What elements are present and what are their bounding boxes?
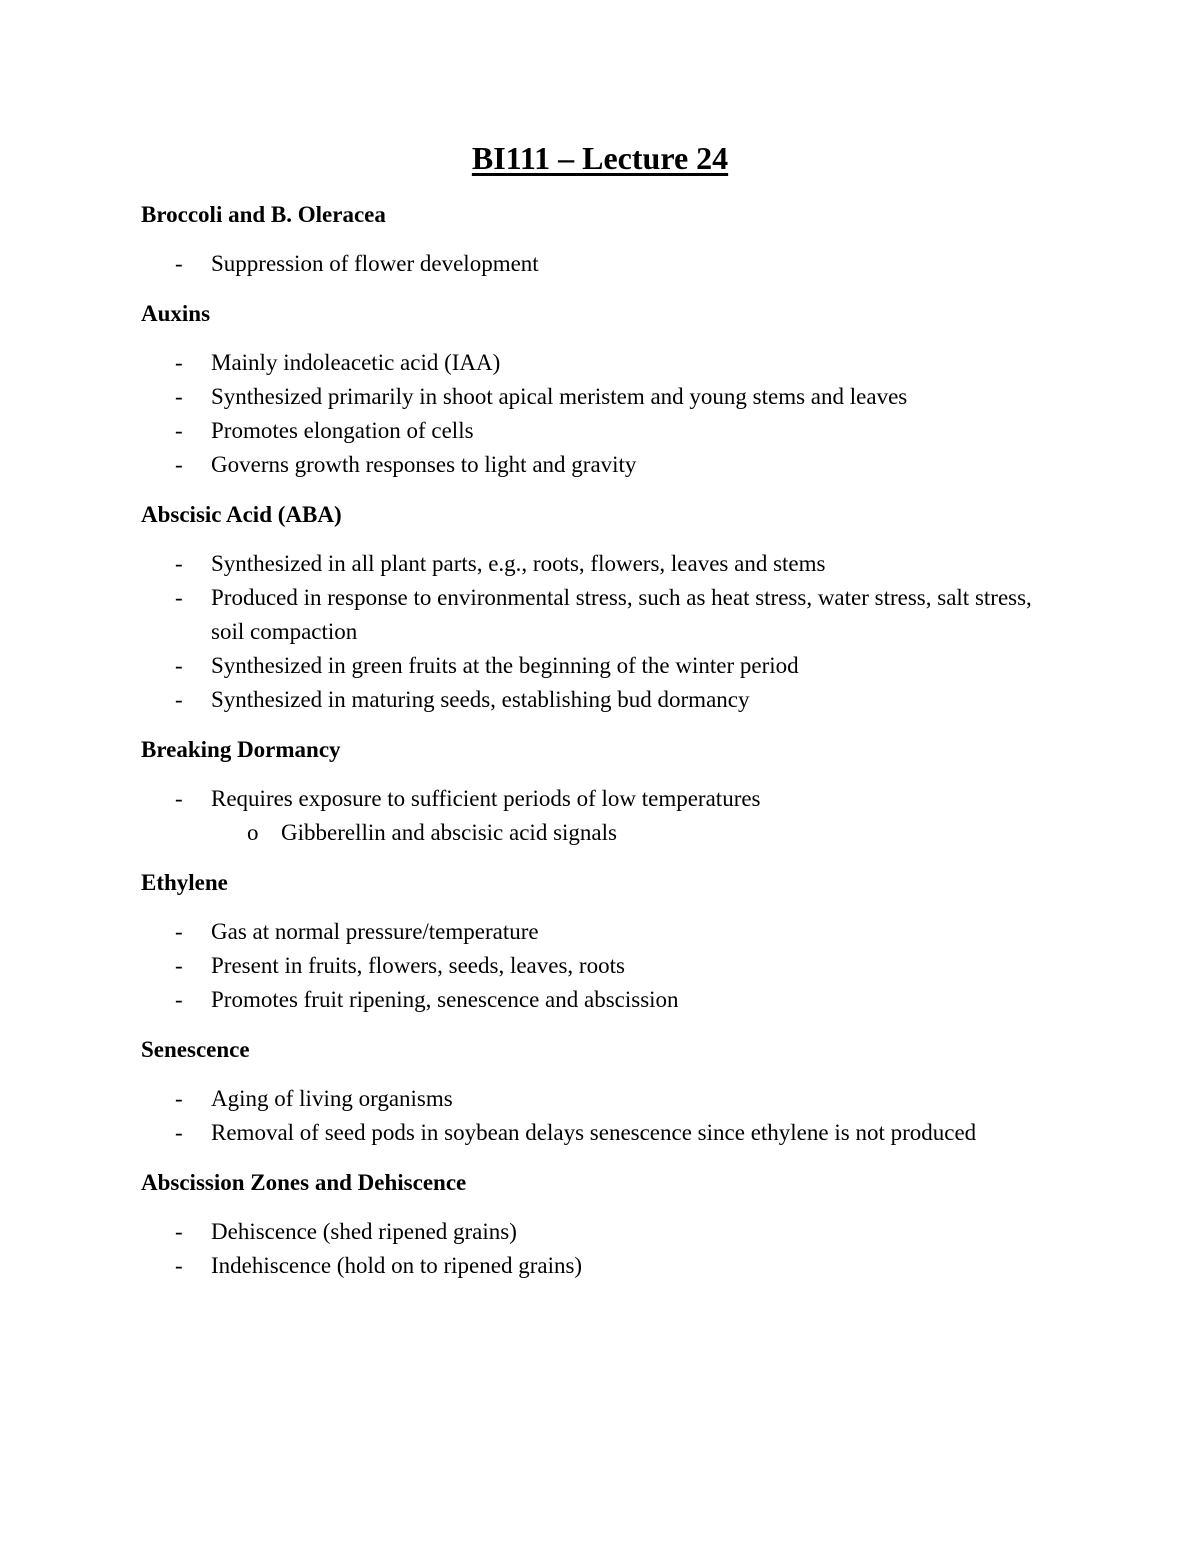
bullet-text: Gas at normal pressure/temperature bbox=[211, 919, 539, 944]
bullet-text: Synthesized in maturing seeds, establishing bud dormancy bbox=[211, 687, 750, 712]
dash-bullet-icon: - bbox=[175, 585, 183, 610]
bullet-text: Dehiscence (shed ripened grains) bbox=[211, 1219, 517, 1244]
dash-bullet-icon: - bbox=[175, 551, 183, 576]
bullet-text: Promotes elongation of cells bbox=[211, 418, 474, 443]
section-heading: Broccoli and B. Oleracea bbox=[141, 202, 386, 227]
dash-bullet-icon: - bbox=[175, 350, 183, 375]
bullet-list bbox=[141, 782, 1061, 850]
document-title: BI111 – Lecture 24 bbox=[471, 140, 729, 176]
dash-bullet-icon: - bbox=[175, 953, 183, 978]
bullet-text: Synthesized primarily in shoot apical meristem and young stems and leaves bbox=[211, 384, 908, 409]
dash-bullet-icon: - bbox=[175, 1120, 183, 1145]
sub-bullet-item bbox=[211, 816, 1061, 850]
bullet-item bbox=[141, 915, 1061, 949]
section-heading: Breaking Dormancy bbox=[141, 737, 341, 762]
bullet-item bbox=[141, 247, 1061, 281]
bullet-list bbox=[141, 247, 1061, 281]
bullet-item bbox=[141, 1116, 1061, 1150]
bullet-text: Removal of seed pods in soybean delays senescence since ethylene is not produced bbox=[211, 1120, 977, 1145]
bullet-list bbox=[141, 346, 1061, 482]
section-heading: Abscisic Acid (ABA) bbox=[141, 502, 342, 527]
section bbox=[141, 198, 1061, 281]
sub-bullet-list bbox=[211, 816, 1061, 850]
bullet-text: Governs growth responses to light and gravity bbox=[211, 452, 637, 477]
section bbox=[141, 1033, 1061, 1150]
section-heading: Auxins bbox=[141, 301, 211, 326]
bullet-text: Present in fruits, flowers, seeds, leaves, roots bbox=[211, 953, 625, 978]
bullet-list bbox=[141, 1082, 1061, 1150]
section bbox=[141, 1166, 1061, 1283]
bullet-list bbox=[141, 1215, 1061, 1283]
bullet-text: Indehiscence (hold on to ripened grains) bbox=[211, 1253, 583, 1278]
bullet-text: Aging of living organisms bbox=[211, 1086, 453, 1111]
bullet-item bbox=[141, 983, 1061, 1017]
bullet-text: Mainly indoleacetic acid (IAA) bbox=[211, 350, 501, 375]
bullet-item bbox=[141, 380, 1061, 414]
bullet-item bbox=[141, 649, 1061, 683]
bullet-item bbox=[141, 581, 1061, 649]
bullet-item bbox=[141, 448, 1061, 482]
dash-bullet-icon: - bbox=[175, 919, 183, 944]
bullet-item bbox=[141, 1249, 1061, 1283]
bullet-list bbox=[141, 915, 1061, 1017]
dash-bullet-icon: - bbox=[175, 653, 183, 678]
bullet-text: Produced in response to environmental stress, such as heat stress, water stress, salt stress, soil compaction bbox=[211, 585, 1032, 644]
section bbox=[141, 297, 1061, 482]
bullet-item bbox=[141, 949, 1061, 983]
dash-bullet-icon: - bbox=[175, 384, 183, 409]
bullet-text: Suppression of flower development bbox=[211, 251, 539, 276]
dash-bullet-icon: - bbox=[175, 687, 183, 712]
bullet-text: Synthesized in green fruits at the beginning of the winter period bbox=[211, 653, 799, 678]
dash-bullet-icon: - bbox=[175, 1253, 183, 1278]
section-heading: Senescence bbox=[141, 1037, 250, 1062]
section bbox=[141, 866, 1061, 1017]
dash-bullet-icon: - bbox=[175, 987, 183, 1012]
dash-bullet-icon: - bbox=[175, 251, 183, 276]
section bbox=[141, 498, 1061, 717]
section-heading: Abscission Zones and Dehiscence bbox=[141, 1170, 467, 1195]
dash-bullet-icon: - bbox=[175, 452, 183, 477]
bullet-list bbox=[141, 547, 1061, 717]
bullet-item bbox=[141, 346, 1061, 380]
bullet-text: Promotes fruit ripening, senescence and abscission bbox=[211, 987, 679, 1012]
bullet-text: Synthesized in all plant parts, e.g., roots, flowers, leaves and stems bbox=[211, 551, 826, 576]
dash-bullet-icon: - bbox=[175, 786, 183, 811]
circle-bullet-icon: o bbox=[247, 820, 259, 845]
dash-bullet-icon: - bbox=[175, 418, 183, 443]
bullet-item bbox=[141, 683, 1061, 717]
bullet-item bbox=[141, 1082, 1061, 1116]
section bbox=[141, 733, 1061, 850]
document-body bbox=[141, 198, 1061, 1299]
section-heading: Ethylene bbox=[141, 870, 228, 895]
bullet-item bbox=[141, 547, 1061, 581]
dash-bullet-icon: - bbox=[175, 1219, 183, 1244]
bullet-item bbox=[141, 782, 1061, 850]
bullet-text: Requires exposure to sufficient periods of low temperatures bbox=[211, 786, 761, 811]
sub-bullet-text: Gibberellin and abscisic acid signals bbox=[281, 820, 617, 845]
dash-bullet-icon: - bbox=[175, 1086, 183, 1111]
bullet-item bbox=[141, 1215, 1061, 1249]
bullet-item bbox=[141, 414, 1061, 448]
